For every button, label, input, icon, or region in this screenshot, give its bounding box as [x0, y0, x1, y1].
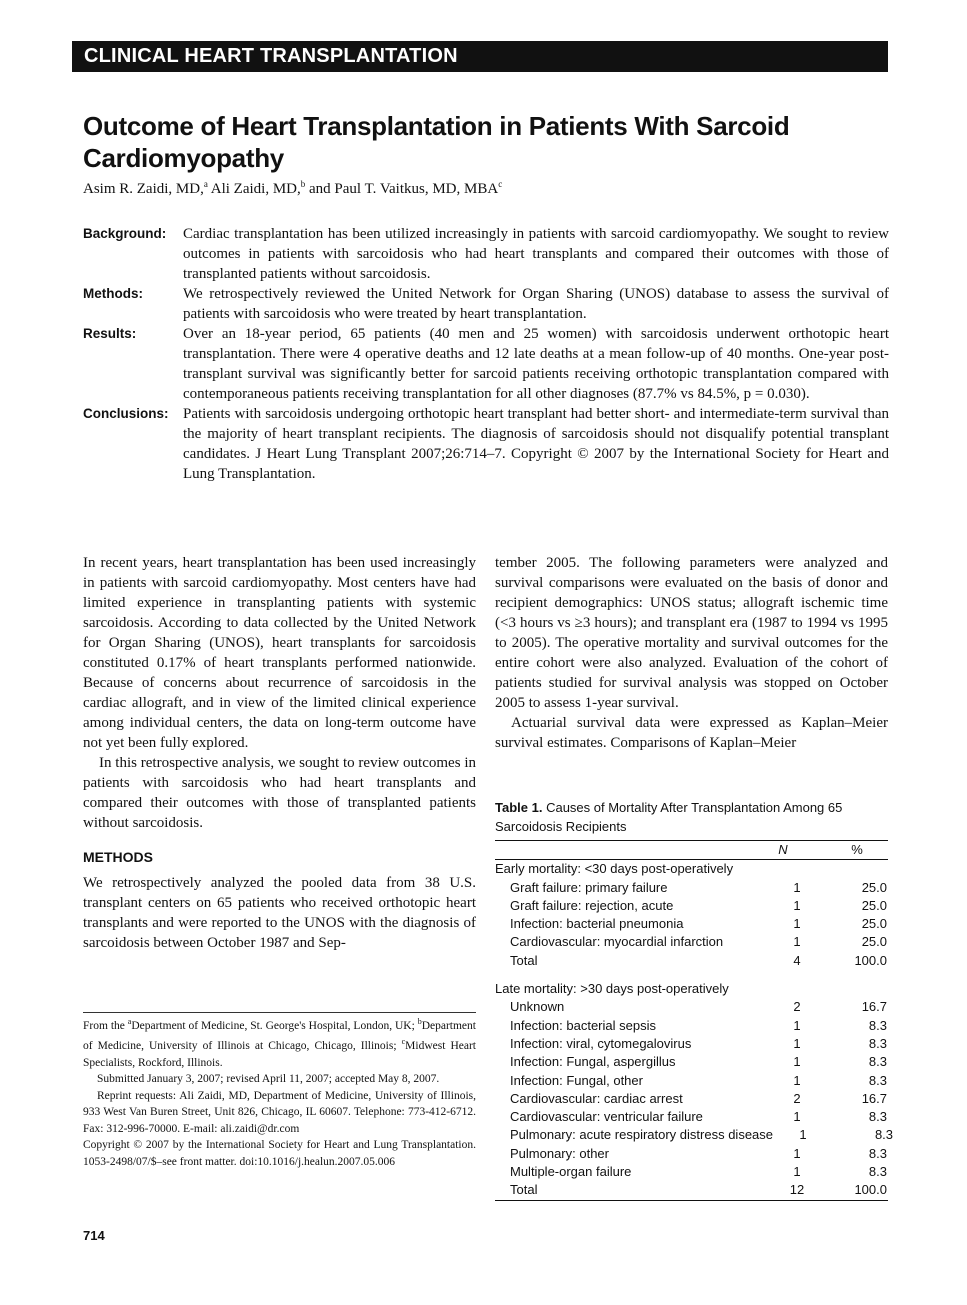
- affiliations-note: [83, 1014, 476, 1071]
- table-row: [495, 1108, 888, 1126]
- table-row: [495, 915, 888, 933]
- table-cell-pct: 25.0: [861, 879, 887, 895]
- table-caption-label: Table 1.: [495, 800, 543, 815]
- table-cell-cause: Infection: bacterial sepsis: [510, 1017, 656, 1033]
- table-cell-n: 1: [793, 1164, 801, 1180]
- footnote-sup: a: [127, 1017, 132, 1026]
- table-row: [495, 1053, 888, 1071]
- table-row: [495, 1145, 888, 1163]
- table-spacer: [495, 970, 888, 980]
- table-caption: [495, 798, 888, 836]
- table-cell-pct: 8.3: [868, 1017, 887, 1033]
- table-cell-pct: 25.0: [861, 897, 887, 913]
- author-2: Ali Zaidi, MD,: [207, 181, 301, 197]
- table-cell-n: 1: [793, 1017, 801, 1033]
- author-3-affiliation: c: [498, 179, 503, 189]
- abstract-conclusions: [83, 404, 889, 484]
- abstract-label: Methods:: [83, 286, 143, 301]
- submission-dates: Submitted January 3, 2007; revised April 11, 2007; accepted May 8, 2007.: [97, 1073, 440, 1086]
- table-cell-cause: Cardiovascular: ventricular failure: [510, 1109, 703, 1125]
- table-row: [495, 1163, 888, 1181]
- table-cell-n: 1: [793, 1035, 801, 1051]
- table-cell-pct: 100.0: [854, 952, 887, 968]
- body-paragraph: tember 2005. The following parameters were analyzed and survival comparisons were evaluated on the basis of donor and recipient demographics: UNOS status; allograft ischemic time (<3 hours vs ≥3 hours); and transplant era (1987 to 1994 vs 1995 to 2005). The operative mortality and survival outcomes for the entire cohort were also analyzed. Evaluation of the cohort of patients studied for survival analysis was stopped on October 2005 to assess 1-year survival.: [495, 555, 888, 711]
- table-cell-cause: Pulmonary: acute respiratory distress disease: [510, 1127, 774, 1143]
- table-cell-cause: Cardiovascular: cardiac arrest: [510, 1090, 683, 1106]
- section-banner: CLINICAL HEART TRANSPLANTATION: [72, 41, 888, 72]
- table-cell-cause: Pulmonary: other: [510, 1145, 609, 1161]
- table-cell-n: 1: [799, 1127, 807, 1143]
- body-paragraph: Actuarial survival data were expressed as Kaplan–Meier survival estimates. Comparisons of Kaplan–Meier: [495, 715, 888, 751]
- body-column-right: [495, 553, 888, 753]
- table-cell-cause: Unknown: [510, 999, 565, 1015]
- abstract-label: Background:: [83, 226, 167, 241]
- late-mortality-rows: [495, 998, 894, 1199]
- table-cell-n: 1: [793, 879, 801, 895]
- table-caption-text: Causes of Mortality After Transplantation Among 65 Sarcoidosis Recipients: [495, 800, 843, 834]
- table-cell-cause: Graft failure: primary failure: [510, 879, 668, 895]
- table-header-pct: %: [851, 842, 863, 857]
- table-cell-pct: 8.3: [868, 1072, 887, 1088]
- table-cell-cause: Total: [510, 952, 538, 968]
- table-cell-n: 1: [793, 897, 801, 913]
- table-cell-n: 1: [793, 1145, 801, 1161]
- table-cell-n: 4: [793, 952, 801, 968]
- abstract-label: Results:: [83, 326, 137, 341]
- early-mortality-rows: [495, 879, 888, 970]
- table-cell-cause: Graft failure: rejection, acute: [510, 897, 674, 913]
- table-cell-pct: 25.0: [861, 916, 887, 932]
- late-mortality-heading: Late mortality: >30 days post-operatively: [495, 981, 729, 997]
- abstract-text: Cardiac transplantation has been utilized increasingly in patients with sarcoid cardiomyopathy. We sought to review outcomes in patients with sarcoidosis who had heart transplants and compared their outcomes with those of transplanted patients without sarcoidosis.: [183, 226, 889, 282]
- abstract-label: Conclusions:: [83, 406, 169, 421]
- author-1-affiliation: a: [203, 179, 208, 189]
- table-cell-pct: 100.0: [854, 1182, 887, 1198]
- article-title: Outcome of Heart Transplantation in Patients With Sarcoid Cardiomyopathy: [83, 111, 790, 173]
- footnote-text: Midwest Heart Specialists, Rockford, Illinois.: [83, 1040, 477, 1069]
- body-paragraph: In recent years, heart transplantation has been used increasingly in patients with sarcoid cardiomyopathy. Most centers have had limited experience in transplanting patients with systemic sarcoidosis. According to data collected by the United Network for Organ Sharing (UNOS), heart transplants for sarcoidosis constituted 0.17% of heart transplants performed nationwide. Because of concerns about recurrence of sarcoidosis in the cardiac allograft, and in view of the limited clinical experience among individual centers, the data on long-term outcome have not yet been fully explored.: [83, 555, 476, 751]
- table-cell-n: 2: [793, 999, 801, 1015]
- table-row: [495, 1090, 888, 1108]
- table-cell-pct: 16.7: [861, 999, 887, 1015]
- abstract-background: [83, 224, 889, 284]
- abstract: [83, 224, 889, 484]
- table-cell-n: 12: [789, 1182, 805, 1198]
- footnote-text: From the: [83, 1019, 128, 1032]
- table-cell-cause: Multiple-organ failure: [510, 1164, 632, 1180]
- table-cell-n: 1: [793, 916, 801, 932]
- table-cell-n: 1: [793, 1054, 801, 1070]
- table-row: [495, 897, 888, 915]
- table-cell-pct: 8.3: [868, 1054, 887, 1070]
- table-cell-n: 2: [793, 1090, 801, 1106]
- table-row: [495, 1072, 888, 1090]
- table-row: [495, 952, 888, 970]
- table-section-heading: [495, 860, 888, 878]
- abstract-text: Over an 18-year period, 65 patients (40 men and 25 women) with sarcoidosis underwent orthotopic heart transplantation. There were 4 operative deaths and 12 late deaths at a mean follow-up of 40 months. One-year post-transplant survival was significantly better for sarcoid patients receiving orthotopic transplantation compared with contemporaneous patients receiving transplantation for all other diagnoses (87.7% vs 84.5%, p = 0.030).: [183, 326, 889, 402]
- table-header-blank: [495, 841, 753, 859]
- table-cell-pct: 8.3: [874, 1127, 894, 1143]
- table-header-row: [495, 841, 888, 859]
- table-cell-cause: Cardiovascular: myocardial infarction: [510, 934, 724, 950]
- table-cell-cause: Infection: Fungal, aspergillus: [510, 1054, 676, 1070]
- table-cell-cause: Infection: bacterial pneumonia: [510, 916, 684, 932]
- table-bottom-rule: [495, 1200, 888, 1201]
- table-row: [495, 1017, 888, 1035]
- abstract-text: Patients with sarcoidosis undergoing orthotopic heart transplant had better short- and intermediate-term survival than the majority of heart transplant recipients. The diagnosis of sarcoidosis should not disqualify potential transplant candidates. J Heart Lung Transplant 2007;26:714–7. Copyright © 2007 by the International Society for Heart and Lung Transplantation.: [183, 406, 889, 482]
- table-cell-n: 1: [793, 1109, 801, 1125]
- table-row: [495, 1035, 888, 1053]
- table-cell-pct: 8.3: [868, 1109, 887, 1125]
- table-cell-pct: 25.0: [861, 934, 887, 950]
- table-cell-cause: Total: [510, 1182, 538, 1198]
- footnote-text: Department of Medicine, St. George's Hospital, London, UK;: [131, 1019, 418, 1032]
- early-mortality-heading: Early mortality: <30 days post-operatively: [495, 861, 734, 877]
- footnote-text: Department of Medicine, University of Illinois at Chicago, Chicago, Illinois;: [83, 1019, 476, 1053]
- table-cell-n: 1: [793, 934, 801, 950]
- author-list: [83, 174, 502, 199]
- footnote-sup: b: [417, 1017, 422, 1026]
- table-section-heading: [495, 980, 888, 998]
- table-cell-cause: Infection: viral, cytomegalovirus: [510, 1035, 692, 1051]
- footnotes: [83, 1012, 476, 1170]
- table-header-n: N: [778, 842, 788, 857]
- table-row: [495, 1126, 894, 1144]
- mortality-table: [495, 840, 894, 1201]
- abstract-text: We retrospectively reviewed the United Network for Organ Sharing (UNOS) database to assess the survival of patients with sarcoidosis who were treated by heart transplantation.: [183, 286, 889, 322]
- footnote-sup: c: [401, 1037, 406, 1047]
- table-row: [495, 933, 888, 951]
- table-cell-pct: 8.3: [868, 1164, 887, 1180]
- body-paragraph: We retrospectively analyzed the pooled data from 38 U.S. transplant centers on 65 patients who received orthotopic heart transplants and were reported to the UNOS with the diagnosis of sarcoidosis between October 1987 and Sep-: [83, 875, 476, 951]
- abstract-methods: [83, 284, 889, 324]
- author-1: Asim R. Zaidi, MD,: [83, 181, 204, 197]
- body-column-left: [83, 553, 476, 953]
- table-row: [495, 998, 888, 1016]
- table-cell-cause: Infection: Fungal, other: [510, 1072, 643, 1088]
- body-paragraph: In this retrospective analysis, we sought to review outcomes in patients with sarcoidosis who had heart transplants and compared their outcomes with those of transplanted patients without sarcoidosis.: [83, 755, 476, 831]
- table-row: [495, 879, 888, 897]
- author-3: and Paul T. Vaitkus, MD, MBA: [305, 181, 499, 197]
- table-cell-pct: 8.3: [868, 1145, 887, 1161]
- copyright-note: Copyright © 2007 by the International Society for Heart and Lung Transplantation. 1053-2498/07/$–see front matter. doi:10.1016/j.healun.2007.05.006: [83, 1139, 476, 1168]
- page-number: 714: [83, 1228, 105, 1243]
- table-cell-pct: 16.7: [861, 1090, 887, 1106]
- table-row: [495, 1181, 888, 1199]
- methods-heading: METHODS: [83, 849, 153, 865]
- table-cell-pct: 8.3: [868, 1035, 887, 1051]
- author-2-affiliation: b: [300, 179, 306, 189]
- reprint-requests: Reprint requests: Ali Zaidi, MD, Department of Medicine, University of Illinois, 933 West Van Buren Street, Unit 826, Chicago, IL 60607. Telephone: 773-412-6712. Fax: 312-996-70000. E-mail: ali.zaidi@dr.com: [83, 1089, 476, 1135]
- table-cell-n: 1: [793, 1072, 801, 1088]
- abstract-results: [83, 324, 889, 404]
